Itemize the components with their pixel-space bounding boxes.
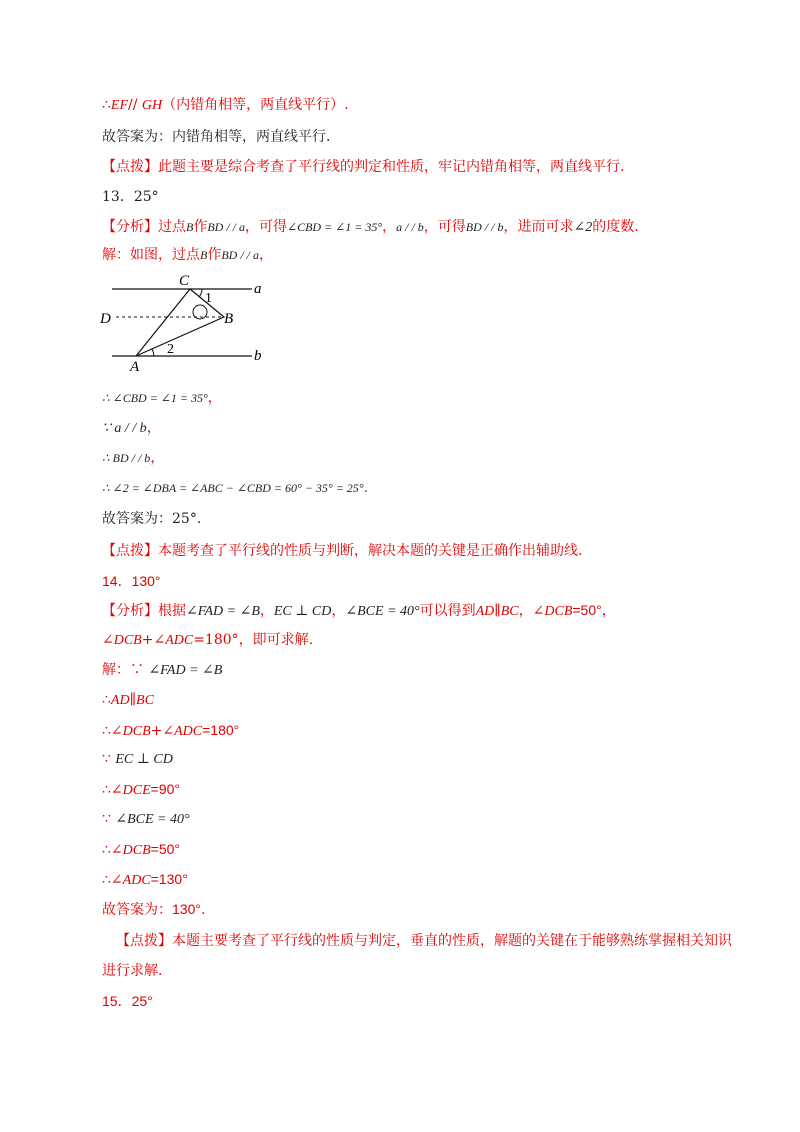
- value: =180°: [202, 722, 240, 738]
- solution-line-14-4: [102, 750, 173, 769]
- math-bd-parallel-b: BD / / b: [465, 220, 504, 234]
- therefore-symbol: ∴: [102, 782, 111, 798]
- therefore-symbol: ∴: [102, 723, 111, 739]
- point-b: B: [200, 248, 208, 262]
- math-ad-parallel-bc: AD∥BC: [110, 693, 154, 708]
- proof-step-4: [102, 479, 368, 497]
- therefore-symbol: ∴: [102, 872, 111, 888]
- solution-line-14-6: [102, 810, 190, 829]
- therefore-symbol: ∴: [102, 692, 111, 708]
- math-angle-2-calc: ∴ ∠2 = ∠DBA = ∠ABC − ∠CBD = 60° − 35° = 25°: [102, 481, 364, 495]
- answer-line-14: [102, 900, 205, 919]
- math-angle-dcb: ∠DCB: [102, 633, 142, 648]
- math-ad-parallel-bc: AD∥BC: [475, 604, 519, 619]
- therefore-symbol: ∴: [102, 97, 111, 113]
- math-a-parallel-b: ∵ a / / b: [102, 421, 147, 436]
- proof-step-2: [102, 419, 161, 438]
- solution-line-14-3: [102, 721, 239, 741]
- tip-label: 【点拨】: [102, 543, 158, 559]
- angle-2-arc: [152, 349, 154, 356]
- math-angle-dce: ∠DCE: [110, 783, 151, 798]
- tip-label: 【点拨】: [102, 159, 158, 175]
- analysis-line-14: [102, 601, 616, 621]
- punctuation: ，: [150, 450, 165, 466]
- proof-step-1: [102, 389, 222, 407]
- solution-text: ，: [259, 247, 274, 263]
- analysis-text: 根据: [158, 603, 186, 619]
- because-symbol: ∵: [102, 811, 111, 827]
- question-number: 13．: [102, 189, 134, 205]
- segment-gh: GH: [141, 98, 163, 113]
- tip-line-13: [102, 542, 582, 560]
- answer-line-12: 故答案为：内错角相等，两直线平行.: [102, 129, 331, 145]
- geometry-figure: [100, 272, 270, 374]
- math-angle-adc: ∠ADC: [153, 633, 194, 648]
- math-angle-fad: ∠FAD = ∠B: [186, 604, 260, 619]
- punctuation: ，: [518, 603, 533, 619]
- value: =130°: [150, 871, 188, 887]
- tip-line-14: [116, 932, 732, 950]
- analysis-text: 作: [193, 219, 208, 235]
- math-angle-dcb: ∠DCB: [532, 604, 573, 619]
- segment-ef: EF: [110, 98, 129, 113]
- punctuation: .: [196, 511, 202, 527]
- question-answer: 25°: [133, 189, 159, 205]
- math-angle-adc: ∠ADC: [110, 873, 151, 888]
- analysis-text: 可以得到: [419, 603, 476, 619]
- analysis-line-13: [102, 218, 639, 237]
- because-symbol: ∵: [102, 751, 111, 767]
- solution-label: 解：: [102, 662, 130, 678]
- answer-line-13: [102, 510, 201, 528]
- value: =50°: [150, 841, 181, 857]
- solution-line-14-2: [102, 691, 154, 710]
- because-symbol: ∵: [130, 662, 144, 678]
- math-bd-parallel-b: ∴ BD / / b: [102, 451, 151, 465]
- answer-value: 25°: [172, 511, 197, 527]
- analysis-text: ，可得: [423, 219, 466, 235]
- tip-text: 本题主要考查了平行线的性质与判定，垂直的性质，解题的关键在于能够熟练掌握相关知识: [172, 933, 732, 949]
- solution-text: 作: [207, 247, 222, 263]
- proof-step-3: [102, 449, 164, 467]
- analysis-text: =180°，即可求解.: [193, 632, 314, 648]
- analysis-text: 的度数.: [592, 219, 639, 235]
- analysis-line-14-cont: [102, 631, 313, 650]
- label-line-b: b: [254, 348, 262, 364]
- solution-intro-13: [102, 246, 273, 264]
- math-ec-perp-cd: EC ⊥ CD: [273, 604, 332, 619]
- answer-value: 130°: [172, 901, 201, 917]
- math-bd-parallel-a: BD / / a: [207, 220, 246, 234]
- solution-text: 解：如图，过点: [102, 247, 200, 263]
- plus: +: [150, 723, 163, 739]
- answer-text: 故答案为：: [102, 902, 172, 918]
- analysis-text: ，: [382, 219, 397, 235]
- parallel-symbol: //: [128, 97, 138, 113]
- math-angle-fad: ∠FAD = ∠B: [148, 663, 223, 678]
- analysis-text: ，进而可求: [503, 219, 574, 235]
- math-angle-dcb: ∠DCB: [110, 724, 151, 739]
- solution-line-14-7: [102, 840, 180, 860]
- punctuation: .: [200, 902, 206, 918]
- analysis-text: 【分析】过点: [102, 219, 186, 235]
- label-a-point: A: [130, 359, 140, 374]
- math-angle-adc: ∠ADC: [162, 724, 203, 739]
- math-angle-bce: ∠BCE = 40°: [115, 812, 190, 827]
- solution-line-14-5: [102, 780, 180, 800]
- punctuation: ，: [331, 603, 346, 619]
- label-d: D: [100, 311, 111, 327]
- label-c: C: [179, 273, 190, 289]
- punctuation: ，: [259, 603, 274, 619]
- tip-line-12: [102, 158, 624, 176]
- conclusion-line: [102, 96, 349, 115]
- point-b: B: [186, 220, 194, 234]
- value: =50°，: [572, 602, 616, 618]
- label-line-a: a: [254, 281, 262, 297]
- answer-text: 故答案为：: [102, 511, 172, 527]
- angle-1-arc: [199, 289, 202, 297]
- label-angle-2: 2: [167, 342, 174, 357]
- math-bd-parallel-a: BD / / a: [221, 248, 260, 262]
- question-14-header: 14．130°: [102, 573, 161, 589]
- tip-text: 本题考查了平行线的性质与判断，解决本题的关键是正确作出辅助线.: [158, 543, 583, 559]
- math-angle-2: ∠2: [573, 220, 593, 235]
- math-angle-dcb: ∠DCB: [110, 843, 151, 858]
- math-angle-cbd: ∴ ∠CBD = ∠1 = 35°: [102, 391, 208, 405]
- math-angle-bce: ∠BCE = 40°: [345, 604, 420, 619]
- reason-text: （内错角相等，两直线平行）.: [162, 97, 349, 113]
- value: =90°: [150, 781, 181, 797]
- punctuation: ，: [207, 390, 222, 406]
- label-angle-1: 1: [205, 291, 212, 306]
- plus: +: [141, 632, 154, 648]
- punctuation: .: [363, 480, 369, 496]
- therefore-symbol: ∴: [102, 842, 111, 858]
- analysis-label: 【分析】: [102, 603, 158, 619]
- analysis-text: ，可得: [245, 219, 288, 235]
- math-angle-cbd: ∠CBD = ∠1 = 35°: [287, 220, 383, 234]
- tip-label: 【点拨】: [116, 933, 172, 949]
- question-15-header: 15．25°: [102, 993, 153, 1009]
- label-b-point: B: [224, 311, 234, 327]
- solution-line-14-8: [102, 870, 188, 890]
- math-ec-perp-cd: EC ⊥ CD: [115, 752, 173, 767]
- question-13-header: [102, 188, 159, 206]
- tip-text: 此题主要是综合考查了平行线的判定和性质，牢记内错角相等，两直线平行.: [158, 159, 625, 175]
- solution-line-14-1: [102, 661, 222, 680]
- tip-line-14-cont: 进行求解.: [102, 963, 163, 979]
- math-a-parallel-b: a / / b: [396, 220, 424, 234]
- punctuation: ，: [146, 420, 161, 436]
